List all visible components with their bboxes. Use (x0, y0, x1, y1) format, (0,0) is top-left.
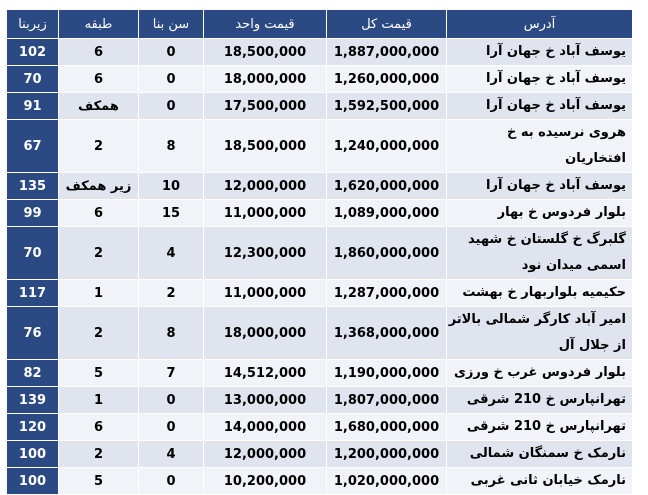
floor-cell: همکف (59, 93, 139, 120)
building-age-cell: 8 (139, 120, 204, 173)
total-price-cell: 1,260,000,000 (327, 66, 447, 93)
header-unit-price: قیمت واحد (204, 10, 327, 39)
area-cell: 100 (7, 468, 59, 495)
listings-table-container (6, 9, 632, 495)
header-address: آدرس (447, 10, 633, 39)
floor-cell: 2 (59, 120, 139, 173)
building-age-cell: 0 (139, 93, 204, 120)
area-cell: 70 (7, 227, 59, 280)
building-age-cell: 15 (139, 200, 204, 227)
floor-cell: 5 (59, 360, 139, 387)
header-floor: طبقه (59, 10, 139, 39)
floor-cell: 2 (59, 227, 139, 280)
floor-cell: 6 (59, 414, 139, 441)
table-row (7, 173, 633, 200)
address-cell: حکیمیه بلواربهار خ بهشت (447, 280, 633, 307)
floor-cell: زیر همکف (59, 173, 139, 200)
area-cell: 76 (7, 307, 59, 360)
total-price-cell: 1,807,000,000 (327, 387, 447, 414)
table-row (7, 414, 633, 441)
floor-cell: 1 (59, 280, 139, 307)
total-price-cell: 1,020,000,000 (327, 468, 447, 495)
area-cell: 139 (7, 387, 59, 414)
total-price-cell: 1,089,000,000 (327, 200, 447, 227)
building-age-cell: 4 (139, 227, 204, 280)
floor-cell: 6 (59, 200, 139, 227)
unit-price-cell: 14,000,000 (204, 414, 327, 441)
unit-price-cell: 18,500,000 (204, 120, 327, 173)
address-cell: نارمک خیابان ثانی غربی (447, 468, 633, 495)
address-cell: تهرانپارس خ 210 شرقی (447, 387, 633, 414)
address-cell: هروی نرسیده به خ افتخاریان (447, 120, 633, 173)
unit-price-cell: 10,200,000 (204, 468, 327, 495)
address-cell: یوسف آباد خ جهان آرا (447, 93, 633, 120)
table-row (7, 66, 633, 93)
unit-price-cell: 12,300,000 (204, 227, 327, 280)
building-age-cell: 10 (139, 173, 204, 200)
table-row (7, 93, 633, 120)
total-price-cell: 1,287,000,000 (327, 280, 447, 307)
unit-price-cell: 14,512,000 (204, 360, 327, 387)
total-price-cell: 1,592,500,000 (327, 93, 447, 120)
total-price-cell: 1,620,000,000 (327, 173, 447, 200)
floor-cell: 2 (59, 441, 139, 468)
total-price-cell: 1,240,000,000 (327, 120, 447, 173)
address-cell: بلوار فردوس خ بهار (447, 200, 633, 227)
unit-price-cell: 12,000,000 (204, 441, 327, 468)
building-age-cell: 0 (139, 66, 204, 93)
total-price-cell: 1,680,000,000 (327, 414, 447, 441)
area-cell: 91 (7, 93, 59, 120)
area-cell: 117 (7, 280, 59, 307)
header-total-price: قیمت کل (327, 10, 447, 39)
building-age-cell: 7 (139, 360, 204, 387)
table-row (7, 441, 633, 468)
address-cell: نارمک خ سمنگان شمالی (447, 441, 633, 468)
table-row (7, 200, 633, 227)
unit-price-cell: 18,000,000 (204, 307, 327, 360)
floor-cell: 5 (59, 468, 139, 495)
area-cell: 100 (7, 441, 59, 468)
building-age-cell: 2 (139, 280, 204, 307)
area-cell: 70 (7, 66, 59, 93)
area-cell: 120 (7, 414, 59, 441)
listings-table (6, 9, 633, 495)
floor-cell: 1 (59, 387, 139, 414)
area-cell: 99 (7, 200, 59, 227)
address-cell: امیر آباد کارگر شمالی بالاتر از جلال آل (447, 307, 633, 360)
floor-cell: 6 (59, 39, 139, 66)
unit-price-cell: 17,500,000 (204, 93, 327, 120)
address-cell: یوسف آباد خ جهان آرا (447, 66, 633, 93)
address-cell: بلوار فردوس غرب خ ورزی (447, 360, 633, 387)
table-row (7, 387, 633, 414)
table-row (7, 468, 633, 495)
table-row (7, 307, 633, 360)
table-row (7, 39, 633, 66)
building-age-cell: 8 (139, 307, 204, 360)
total-price-cell: 1,190,000,000 (327, 360, 447, 387)
unit-price-cell: 18,500,000 (204, 39, 327, 66)
unit-price-cell: 13,000,000 (204, 387, 327, 414)
building-age-cell: 0 (139, 468, 204, 495)
total-price-cell: 1,860,000,000 (327, 227, 447, 280)
total-price-cell: 1,887,000,000 (327, 39, 447, 66)
header-area: زیربنا (7, 10, 59, 39)
floor-cell: 6 (59, 66, 139, 93)
unit-price-cell: 18,000,000 (204, 66, 327, 93)
unit-price-cell: 11,000,000 (204, 280, 327, 307)
table-row (7, 227, 633, 280)
unit-price-cell: 12,000,000 (204, 173, 327, 200)
table-row (7, 120, 633, 173)
table-row (7, 280, 633, 307)
area-cell: 102 (7, 39, 59, 66)
building-age-cell: 0 (139, 39, 204, 66)
area-cell: 67 (7, 120, 59, 173)
building-age-cell: 0 (139, 387, 204, 414)
area-cell: 135 (7, 173, 59, 200)
total-price-cell: 1,200,000,000 (327, 441, 447, 468)
area-cell: 82 (7, 360, 59, 387)
address-cell: تهرانپارس خ 210 شرقی (447, 414, 633, 441)
floor-cell: 2 (59, 307, 139, 360)
header-row (7, 10, 633, 39)
building-age-cell: 0 (139, 414, 204, 441)
table-row (7, 360, 633, 387)
unit-price-cell: 11,000,000 (204, 200, 327, 227)
header-building-age: سن بنا (139, 10, 204, 39)
total-price-cell: 1,368,000,000 (327, 307, 447, 360)
address-cell: یوسف آباد خ جهان آرا (447, 39, 633, 66)
address-cell: یوسف آباد خ جهان آرا (447, 173, 633, 200)
address-cell: گلبرگ خ گلستان خ شهید اسمی میدان نود (447, 227, 633, 280)
building-age-cell: 4 (139, 441, 204, 468)
